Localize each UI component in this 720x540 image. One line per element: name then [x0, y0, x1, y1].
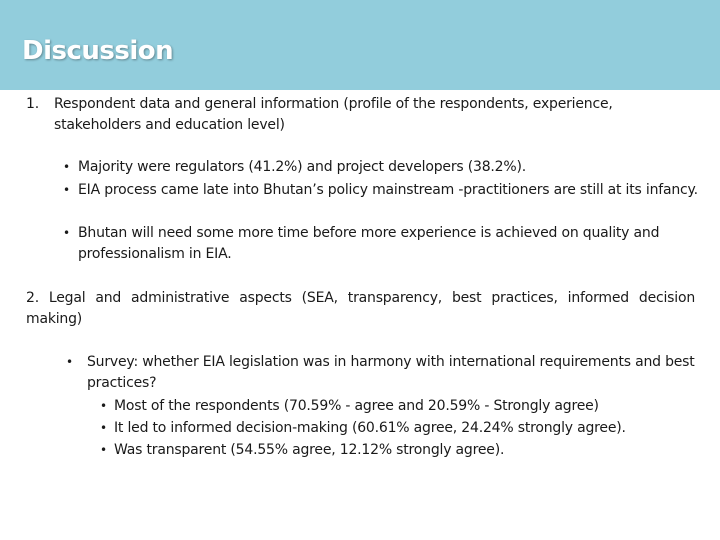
bullet-dot-icon: • — [66, 355, 73, 369]
bullet-dot-icon: • — [63, 160, 70, 174]
bullet-dot-icon: • — [63, 183, 70, 197]
section-number: 1. — [26, 96, 39, 112]
survey-question: Survey: whether EIA legislation was in harmony with international requirements and best practices? — [87, 354, 695, 391]
bullet-dot-icon: • — [63, 226, 70, 240]
bullet-item: Majority were regulators (41.2%) and project developers (38.2%). — [78, 159, 526, 175]
section-2-heading: 2. Legal and administrative aspects (SEA, transparency, best practices, informed decision making) — [26, 290, 695, 327]
bullet-dot-icon: • — [100, 421, 107, 435]
bullet-dot-icon: • — [100, 399, 107, 413]
title-banner — [0, 0, 720, 90]
sub-bullet-item: It led to informed decision-making (60.61% agree, 24.24% strongly agree). — [114, 420, 626, 436]
slide-title: Discussion — [22, 36, 174, 66]
section-1-heading: Respondent data and general information (profile of the respondents, experience, stakeholders and education level) — [54, 96, 613, 133]
sub-bullet-item: Was transparent (54.55% agree, 12.12% strongly agree). — [114, 442, 505, 458]
bullet-item: EIA process came late into Bhutan’s policy mainstream -practitioners are still at its infancy. — [78, 182, 698, 198]
sub-bullet-item: Most of the respondents (70.59% - agree and 20.59% - Strongly agree) — [114, 398, 599, 414]
bullet-item: Bhutan will need some more time before more experience is achieved on quality and professionalism in EIA. — [78, 225, 660, 262]
bullet-dot-icon: • — [100, 443, 107, 457]
